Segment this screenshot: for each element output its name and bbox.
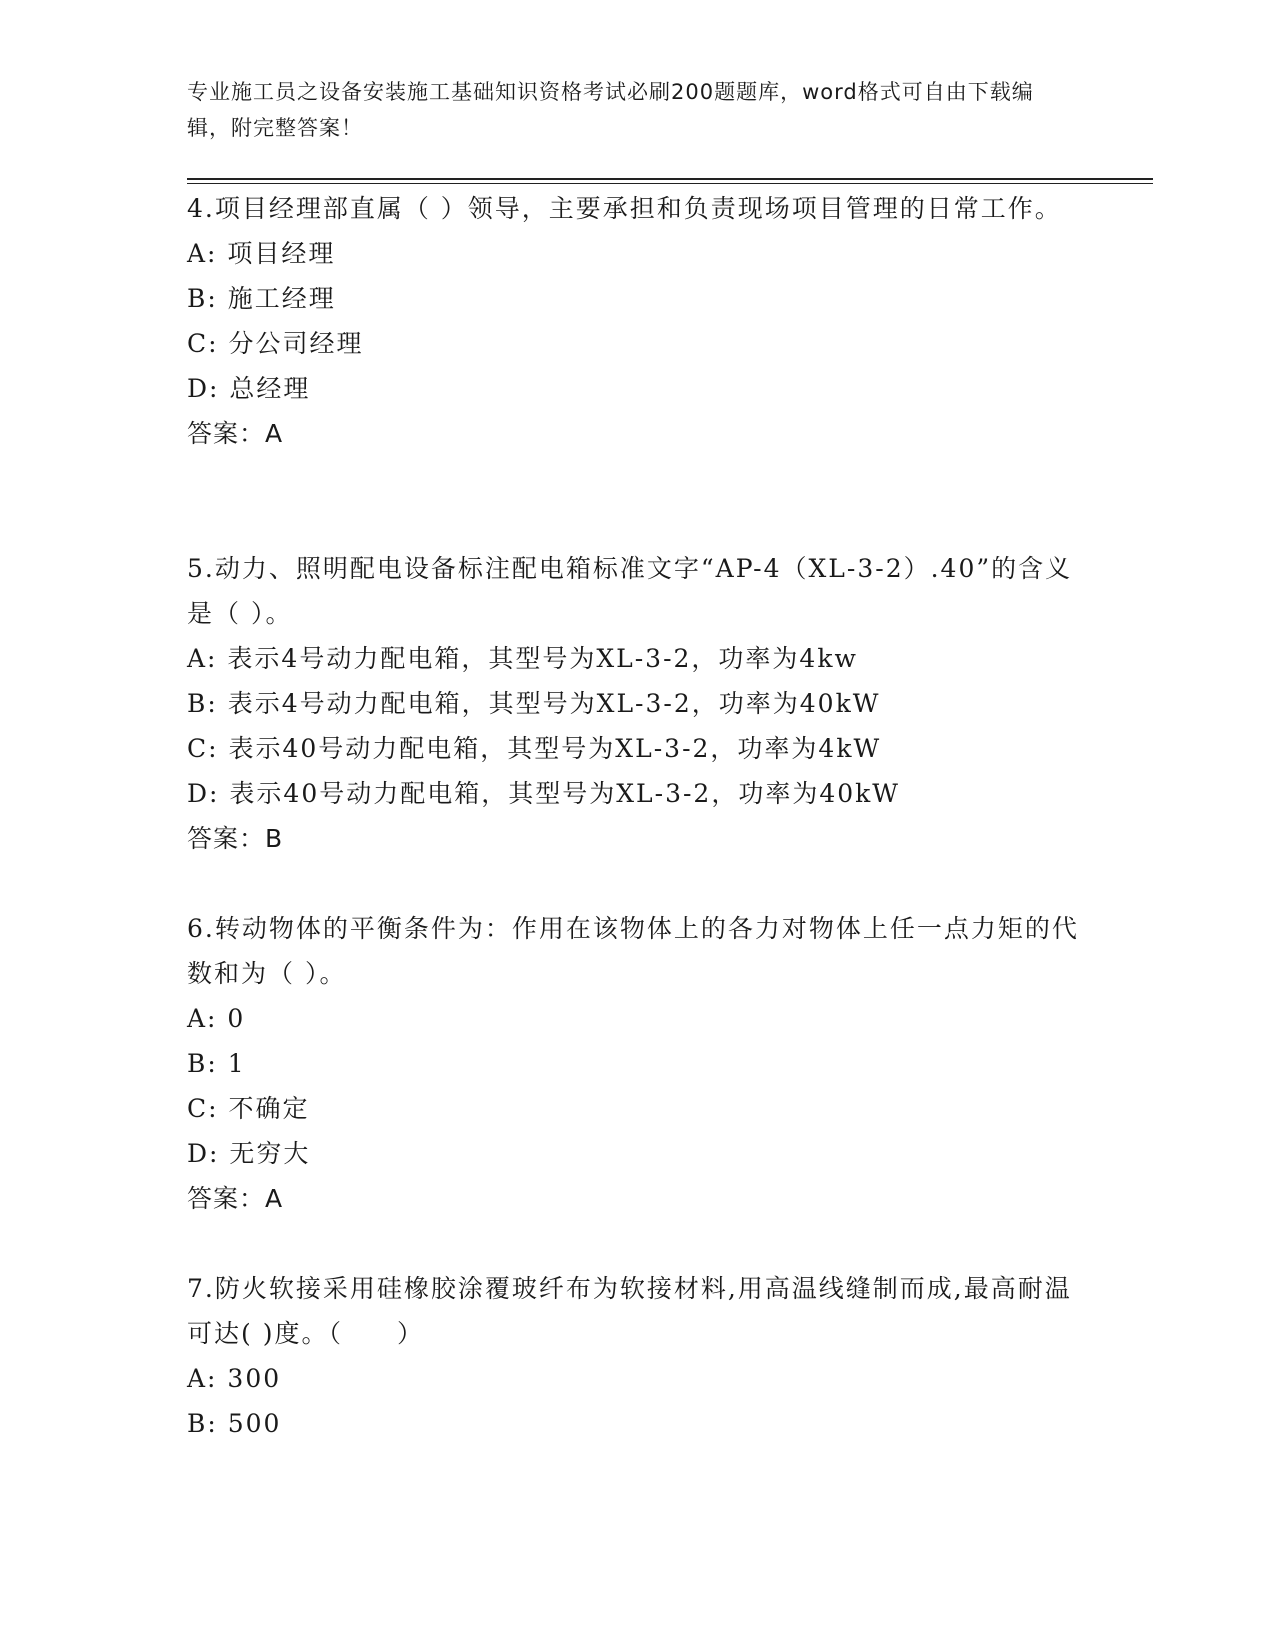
option-a: A: 300 (187, 1364, 282, 1393)
option-b: B: 施工经理 (187, 284, 336, 313)
option-list (187, 636, 1087, 816)
option-d: D: 表示40号动力配电箱，其型号为XL-3-2，功率为40kW (187, 779, 900, 808)
option-c: C: 不确定 (187, 1094, 310, 1123)
question-stem: 4.项目经理部直属（ ）领导，主要承担和负责现场项目管理的日常工作。 (187, 194, 1062, 223)
document-header: 专业施工员之设备安装施工基础知识资格考试必刷200题题库，word格式可自由下载编辑，附完整答案！ (187, 80, 1034, 140)
option-list (187, 231, 1087, 411)
question-4 (187, 186, 1087, 456)
option-a: A: 项目经理 (187, 239, 336, 268)
option-d: D: 总经理 (187, 374, 311, 403)
header-divider-thin (187, 183, 1153, 184)
header-divider-thick (187, 178, 1153, 180)
answer-label: 答案：B (187, 824, 284, 853)
option-list (187, 996, 1087, 1176)
answer-label: 答案：A (187, 1184, 284, 1213)
option-d: D: 无穷大 (187, 1139, 311, 1168)
option-c: C: 表示40号动力配电箱，其型号为XL-3-2，功率为4kW (187, 734, 882, 763)
question-stem: 7.防火软接采用硅橡胶涂覆玻纤布为软接材料,用高温线缝制而成,最高耐温可达( )度。（ ） (187, 1274, 1072, 1348)
question-stem: 6.转动物体的平衡条件为：作用在该物体上的各力对物体上任一点力矩的代数和为（ ）。 (187, 914, 1079, 988)
option-a: A: 表示4号动力配电箱，其型号为XL-3-2，功率为4kw (187, 644, 858, 673)
option-b: B: 500 (187, 1409, 282, 1438)
option-list (187, 1356, 1087, 1446)
option-b: B: 1 (187, 1049, 246, 1078)
option-a: A: 0 (187, 1004, 246, 1033)
option-c: C: 分公司经理 (187, 329, 364, 358)
question-6 (187, 906, 1087, 1221)
question-stem: 5.动力、照明配电设备标注配电箱标准文字“AP-4（XL-3-2）.40”的含义是（ ）。 (187, 554, 1073, 628)
option-b: B: 表示4号动力配电箱，其型号为XL-3-2，功率为40kW (187, 689, 881, 718)
question-7 (187, 1266, 1087, 1446)
answer-label: 答案：A (187, 419, 284, 448)
question-5 (187, 546, 1087, 861)
